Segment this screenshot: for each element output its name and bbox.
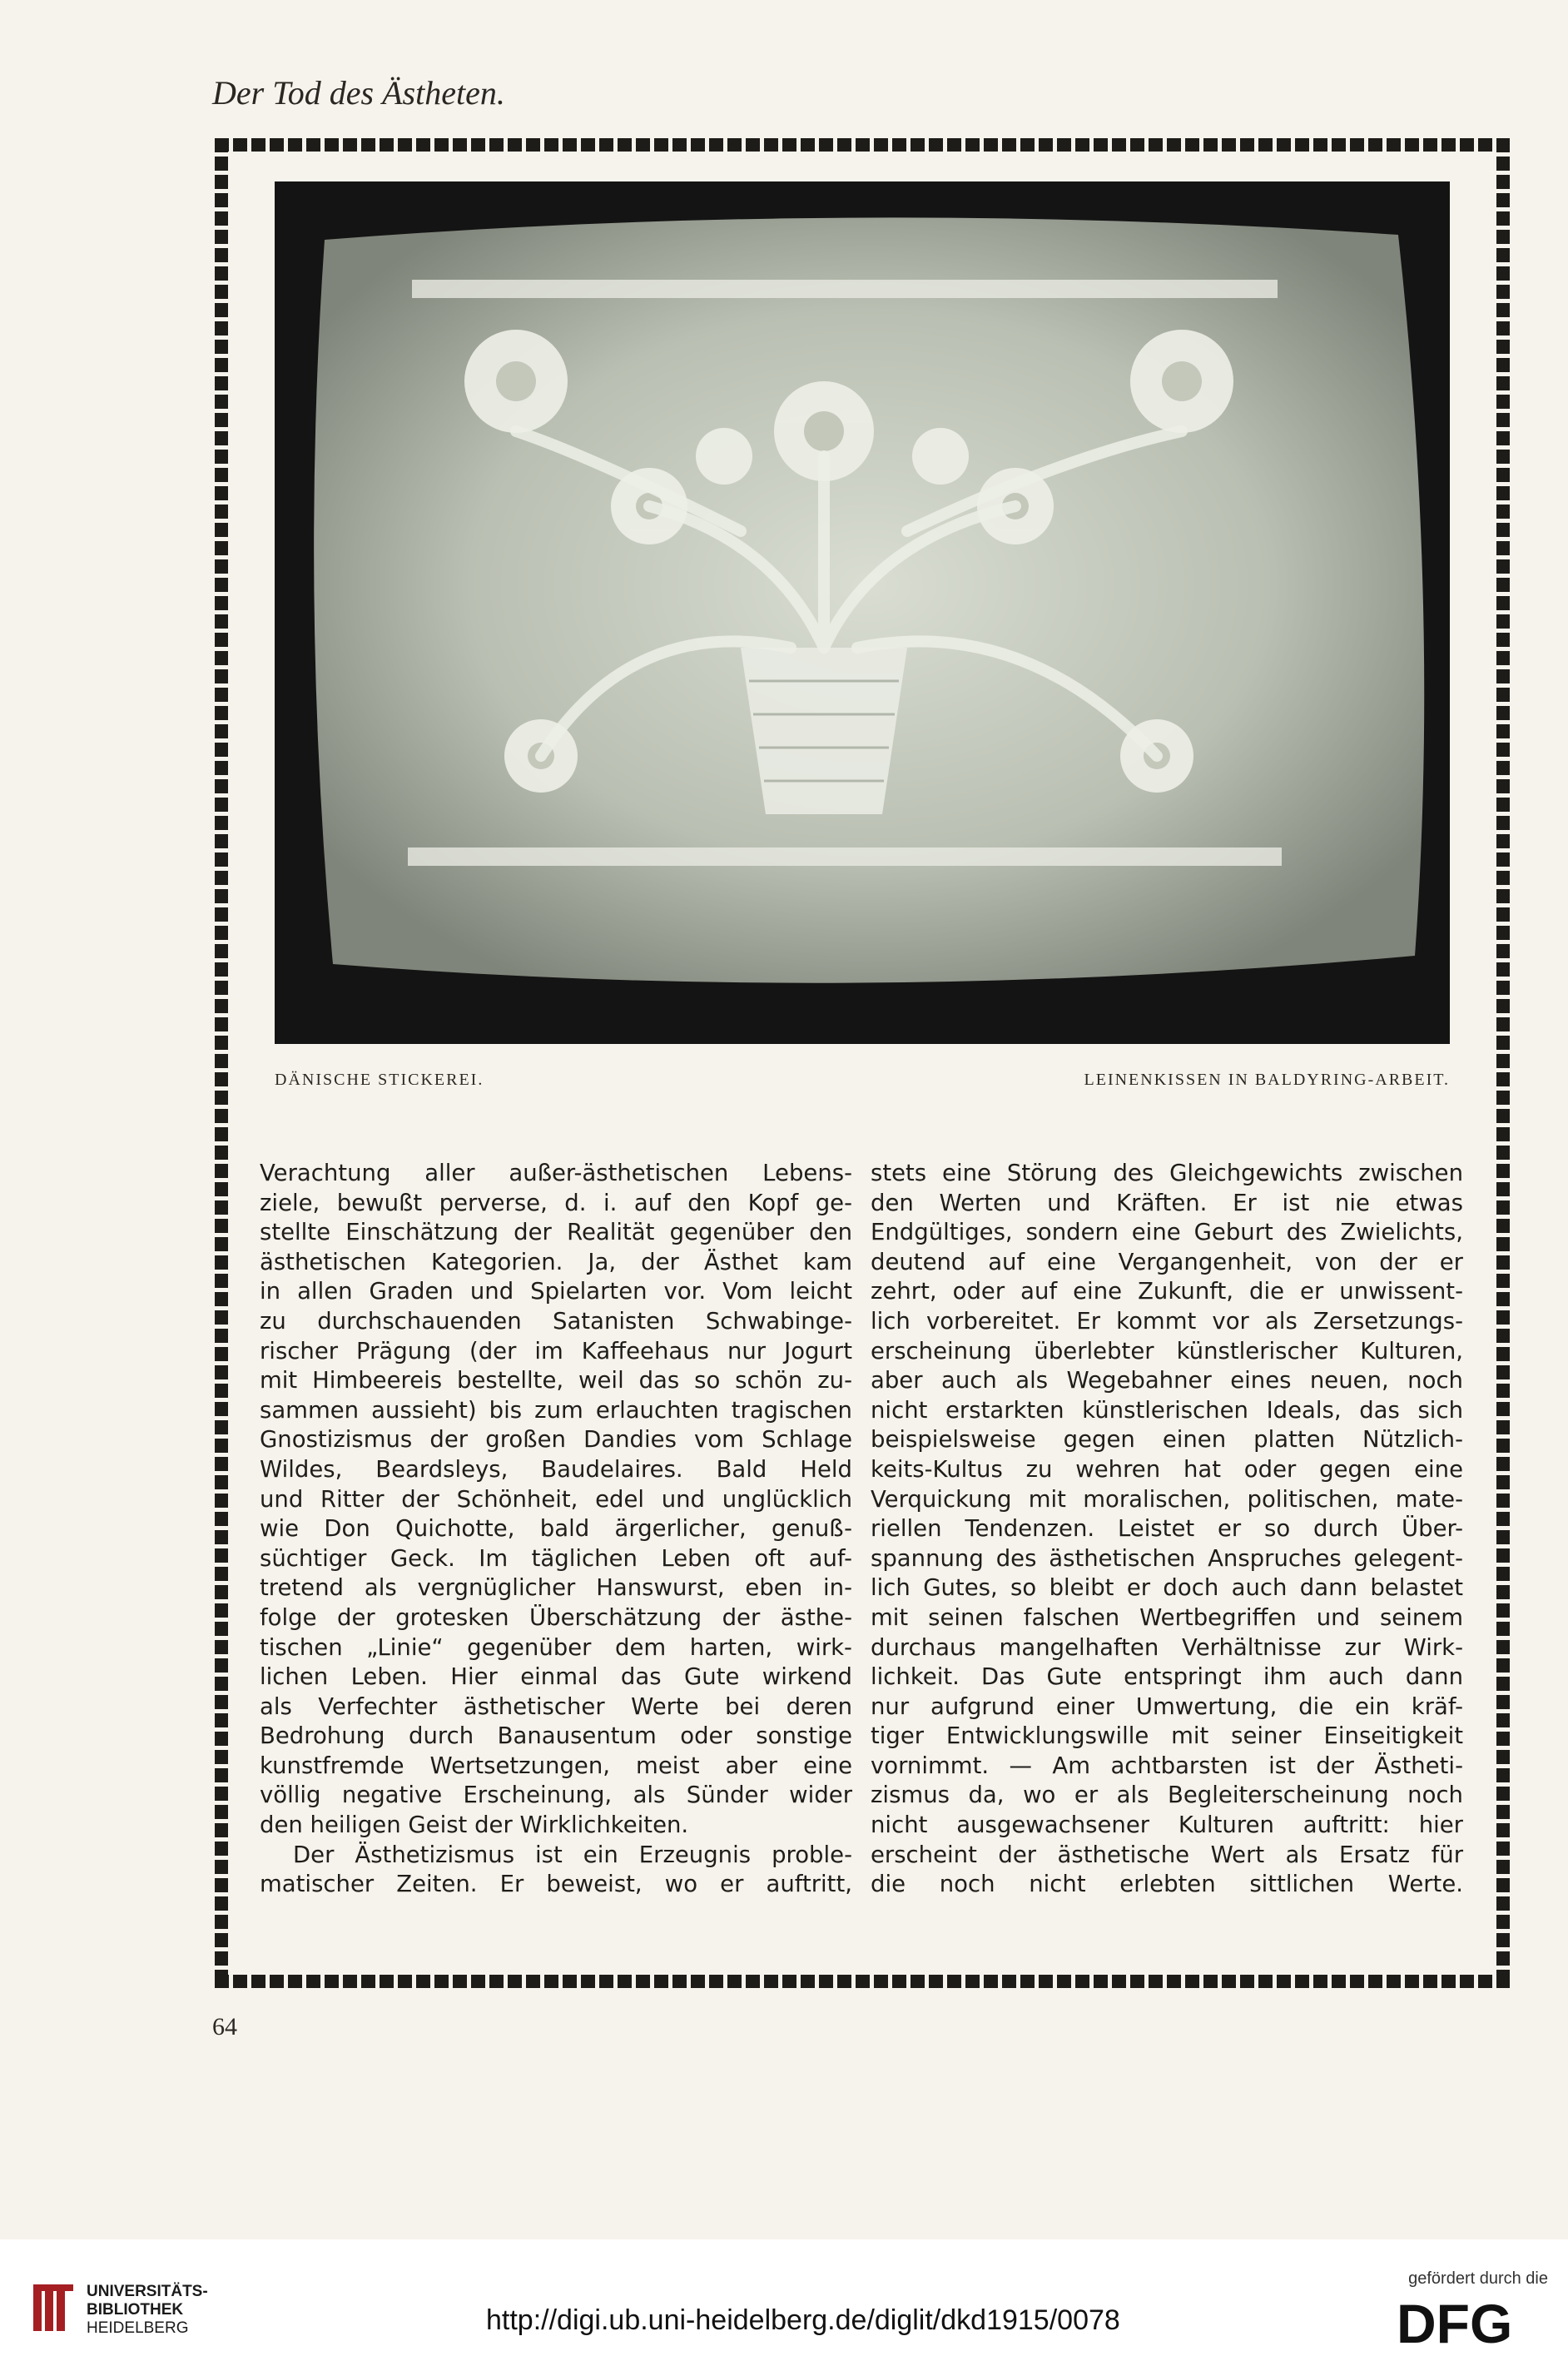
text-line: lich vorbereitet. Er kommt vor als Zersetzungs- [871,1307,1463,1335]
frame-border-bottom [215,1975,1510,1988]
text-line: und Ritter der Schönheit, edel und unglücklich [260,1485,852,1513]
funding-note: gefördert durch die [1408,2269,1548,2288]
dfg-logo-icon [1397,2296,1546,2349]
digitization-footer [0,2239,1568,2361]
text-line: erscheint der ästhetische Wert als Ersatz für [871,1841,1463,1868]
text-line: süchtiger Geck. Im täglichen Leben oft auf- [260,1544,852,1572]
text-line: spannung des ästhetischen Anspruches gelegent- [871,1544,1463,1572]
text-line: zu durchschauenden Satanisten Schwabinge- [260,1307,852,1335]
text-line: Wildes, Beardsleys, Baudelaires. Bald Held [260,1455,852,1483]
text-line: den heiligen Geist der Wirklichkeiten. [260,1812,689,1839]
text-line: rischer Prägung (der im Kaffeehaus nur Jogurt [260,1337,852,1364]
text-line: nicht erstarkten künstlerischen Ideals, das sich [871,1396,1463,1424]
dfg-logo-text: DFG [1397,2296,1513,2349]
text-line: lich Gutes, so bleibt er doch auch dann belastet [871,1574,1463,1602]
text-line: tischen „Linie“ gegenüber dem harten, wirk- [260,1633,852,1661]
figure-caption-left: DÄNISCHE STICKEREI. [275,1071,484,1089]
page-number: 64 [212,2013,237,2040]
text-line: vornimmt. — Am achtbarsten ist der Ästheti- [871,1752,1463,1779]
text-line: Verquickung mit moralischen, politischen, mate- [871,1485,1463,1513]
text-line: sammen aussieht) bis zum erlauchten tragischen [260,1396,852,1424]
text-line: zehrt, oder auf eine Zukunft, die er unwissent- [871,1278,1463,1305]
embroidered-pillow-photo [275,181,1450,1044]
text-line: den Werten und Kräften. Er ist nie etwas [871,1189,1463,1216]
text-line: Verachtung aller außer-ästhetischen Lebens- [260,1160,852,1186]
library-name [87,2283,208,2338]
library-name-line: HEIDELBERG [87,2319,189,2337]
text-line: folge der grotesken Überschätzung der ästhe- [260,1603,852,1631]
text-line: stets eine Störung des Gleichgewichts zwischen [871,1160,1463,1186]
text-line: in allen Graden und Spielarten vor. Vom leicht [260,1278,852,1305]
text-line: Endgültiges, sondern eine Geburt des Zwielichts, [871,1219,1463,1246]
text-line: mit seinen falschen Wertbegriffen und seinem [871,1603,1463,1631]
text-line: Der Ästhetizismus ist ein Erzeugnis proble- [293,1841,852,1868]
text-column-left [260,1159,852,1900]
text-line: mit Himbeereis bestellte, weil das so schön zu- [260,1367,852,1394]
text-line: lichkeit. Das Gute entspringt ihm auch dann [871,1663,1463,1691]
frame-border-left [215,138,228,1988]
running-head: Der Tod des Ästheten. [212,74,505,112]
text-line: ästhetischen Kategorien. Ja, der Ästhet kam [260,1248,852,1275]
text-line: matischer Zeiten. Er beweist, wo er auftritt, [260,1871,852,1898]
text-line: nur aufgrund einer Umwertung, die ein kräf- [871,1692,1463,1720]
text-line: ziele, bewußt perverse, d. i. auf den Kopf ge- [260,1189,852,1216]
text-line: deutend auf eine Vergangenheit, von der er [871,1248,1463,1275]
text-line: völlig negative Erscheinung, als Sünder wider [260,1782,852,1809]
permalink-url[interactable]: http://digi.ub.uni-heidelberg.de/diglit/dkd1915/0078 [486,2304,1120,2336]
text-line: als Verfechter ästhetischer Werte bei deren [260,1692,852,1720]
text-line: tretend als vergnüglicher Hanswurst, eben in- [260,1574,852,1602]
text-line: stellte Einschätzung der Realität gegenüber den [260,1219,852,1246]
text-line: Bedrohung durch Banausentum oder sonstige [260,1722,852,1750]
text-line: aber auch als Wegebahner eines neuen, noch [871,1367,1463,1394]
library-name-line: BIBLIOTHEK [87,2301,184,2319]
library-name-line: UNIVERSITÄTS- [87,2283,208,2300]
text-line: tiger Entwicklungswille mit seiner Einseitigkeit [871,1722,1463,1750]
text-line: nicht ausgewachsener Kulturen auftritt: hier [871,1812,1463,1839]
text-line: erscheinung überlebter künstlerischer Kulturen, [871,1337,1463,1364]
text-line: Gnostizismus der großen Dandies vom Schlage [260,1426,852,1454]
text-line: riellen Tendenzen. Leistet er so durch Über- [871,1515,1463,1543]
text-line: zismus da, wo er als Begleiterscheinung noch [871,1782,1463,1809]
text-column-right [871,1159,1463,1900]
text-line: lichen Leben. Hier einmal das Gute wirkend [260,1663,852,1691]
text-line: durchaus mangelhaften Verhältnisse zur Wirk- [871,1633,1463,1661]
ub-heidelberg-logo-icon [30,2281,77,2334]
text-line: die noch nicht erlebten sittlichen Werte. [871,1871,1463,1898]
text-line: kunstfremde Wertsetzungen, meist aber eine [260,1752,852,1779]
frame-border-right [1496,138,1510,1988]
frame-border-top [215,138,1510,152]
text-line: keits-Kultus zu wehren hat oder gegen eine [871,1455,1463,1483]
text-line: wie Don Quichotte, bald ärgerlicher, genuß- [260,1515,852,1543]
figure-caption-right: LEINENKISSEN IN BALDYRING-ARBEIT. [1084,1071,1450,1089]
text-line: beispielsweise gegen einen platten Nützlich- [871,1426,1463,1454]
